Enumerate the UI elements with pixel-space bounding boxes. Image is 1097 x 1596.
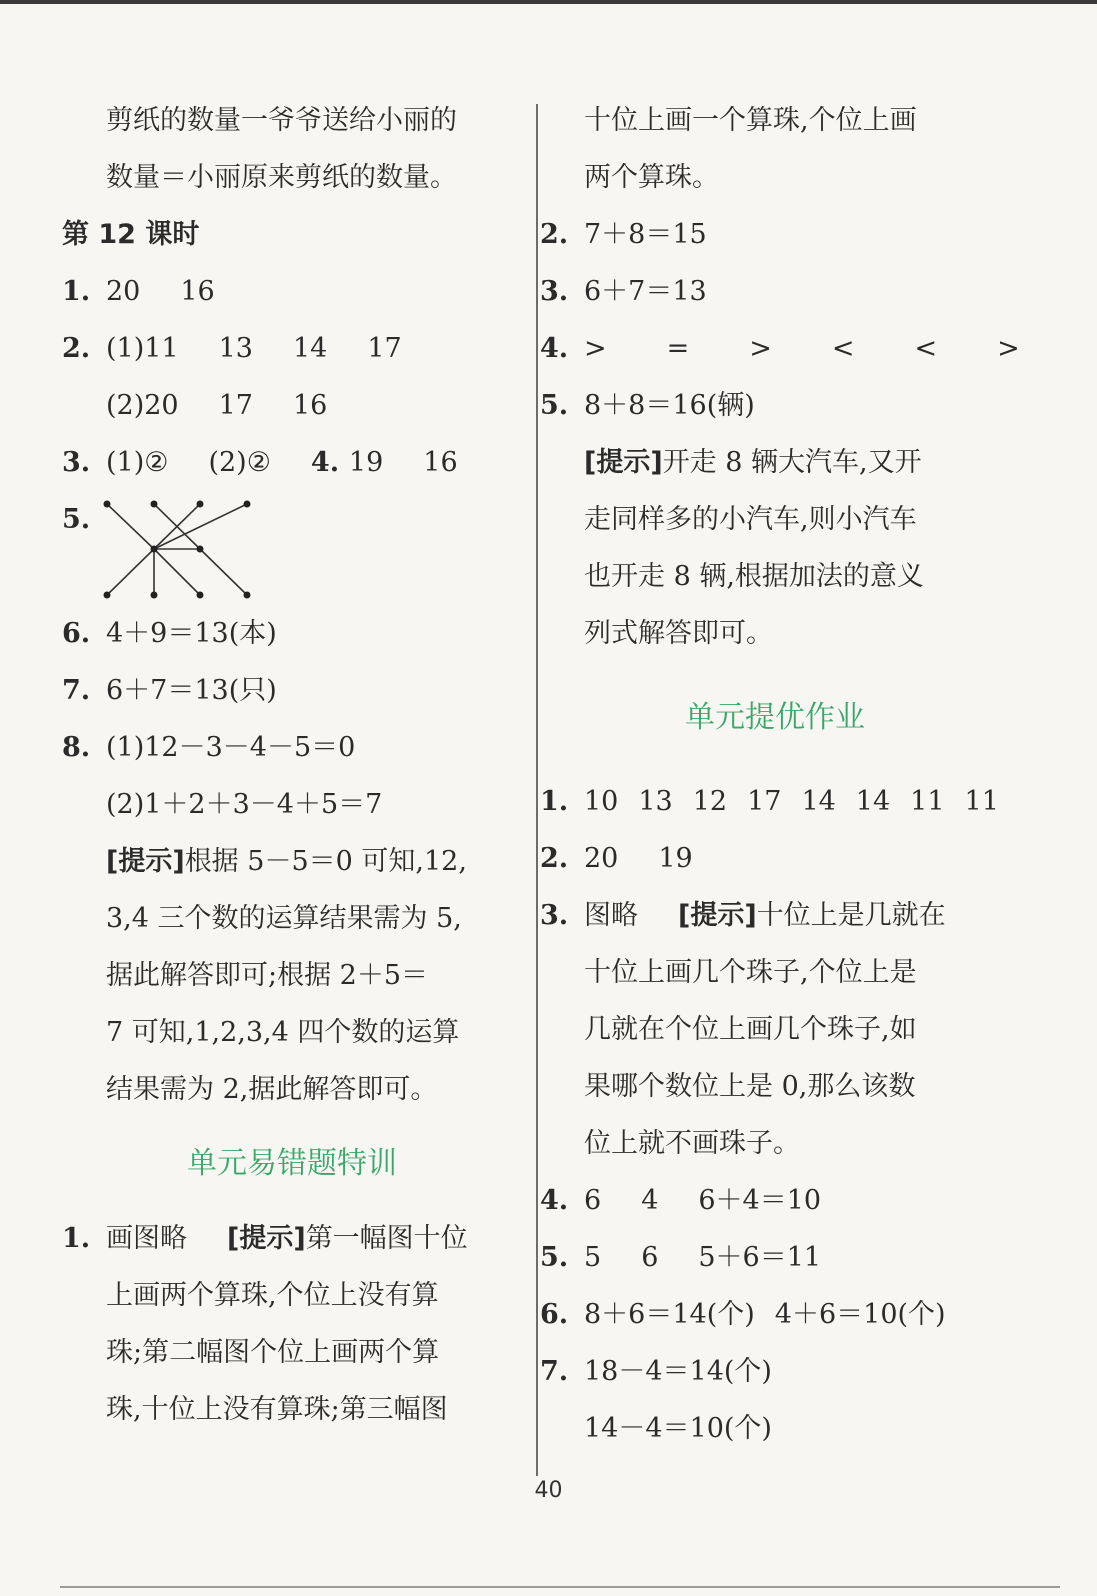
hint-text: 十位上是几就在 xyxy=(756,900,946,931)
error-question-3 xyxy=(540,263,1010,320)
question-number: 5. xyxy=(540,1242,569,1273)
answer: 20 xyxy=(106,276,141,307)
dot xyxy=(244,501,251,508)
right-column xyxy=(540,92,1020,1457)
answer: 8＋8＝16(辆) xyxy=(584,390,755,421)
match-line xyxy=(154,549,200,595)
unit-question-5 xyxy=(540,1229,1010,1286)
answer: 7＋8＝15 xyxy=(584,219,707,250)
question-number: 6. xyxy=(540,1299,569,1330)
hint-text: 开走 8 辆大汽车,又开 xyxy=(662,447,922,478)
hint-text: 也开走 8 辆,根据加法的意义 xyxy=(584,561,924,592)
hint-text: 据此解答即可;根据 2＋5＝ xyxy=(106,960,429,991)
unit-question-7 xyxy=(540,1343,1010,1400)
answer: 5＋6＝11 xyxy=(698,1242,822,1273)
dot xyxy=(197,592,204,599)
question-number: 1. xyxy=(540,786,569,817)
dot xyxy=(197,501,204,508)
question-6 xyxy=(62,605,522,662)
hint-text: 几就在个位上画几个珠子,如 xyxy=(584,1014,917,1045)
question-number: 3. xyxy=(62,447,91,478)
question-number: 8. xyxy=(62,732,91,763)
question-number: 2. xyxy=(62,333,91,364)
answer: (2)② xyxy=(208,447,271,478)
answer: 19 xyxy=(348,447,384,478)
answer: 12 xyxy=(692,786,728,817)
error-question-5 xyxy=(540,377,1010,434)
answer: 13 xyxy=(218,333,253,364)
answer: < xyxy=(914,333,938,364)
continued-text: 数量＝小丽原来剪纸的数量。 xyxy=(106,162,457,193)
dot xyxy=(244,592,251,599)
answer: 6 xyxy=(584,1185,602,1216)
hint-text: 3,4 三个数的运算结果需为 5, xyxy=(106,903,462,934)
question-number: 5. xyxy=(540,390,569,421)
question-number: 4. xyxy=(540,1185,569,1216)
match-line xyxy=(200,549,247,595)
column-divider xyxy=(536,104,538,1476)
answer: 画图略 xyxy=(106,1223,187,1254)
hint-text: 上画两个算珠,个位上没有算 xyxy=(106,1280,439,1311)
question-number: 2. xyxy=(540,219,569,250)
hint-text: 珠,十位上没有算珠;第三幅图 xyxy=(106,1394,448,1425)
answer: 4＋9＝13(本) xyxy=(106,618,277,649)
hint-label: [提示] xyxy=(678,900,757,931)
answer: 6＋4＝10 xyxy=(698,1185,822,1216)
hint-text: 位上就不画珠子。 xyxy=(584,1128,800,1159)
hint-text: 走同样多的小汽车,则小汽车 xyxy=(584,504,917,535)
answer: = xyxy=(666,333,690,364)
answer: 17 xyxy=(218,390,253,421)
answer: 17 xyxy=(367,333,402,364)
error-question-1 xyxy=(62,1210,522,1267)
question-number: 7. xyxy=(62,675,91,706)
hint-text: 根据 5－5＝0 可知,12, xyxy=(184,846,467,877)
error-question-2 xyxy=(540,206,1010,263)
answer: 14－4＝10(个) xyxy=(584,1413,772,1444)
answer: > xyxy=(997,333,1020,364)
unit-question-6 xyxy=(540,1286,1010,1343)
error-question-4 xyxy=(540,320,1020,377)
page-number: 40 xyxy=(534,1478,563,1503)
question-5 xyxy=(62,491,522,605)
hint-label: [提示] xyxy=(584,447,663,478)
question-number: 4. xyxy=(540,333,569,364)
question-7 xyxy=(62,662,522,719)
match-line xyxy=(107,549,154,595)
answer: 16 xyxy=(180,276,215,307)
continued-text: 剪纸的数量一爷爷送给小丽的 xyxy=(106,105,457,136)
bottom-rule xyxy=(60,1586,1060,1588)
answer: (1)② xyxy=(106,447,169,478)
top-rule xyxy=(0,0,1097,4)
question-number: 7. xyxy=(540,1356,569,1387)
answer: 8＋6＝14(个) xyxy=(584,1299,755,1330)
answer: 18－4＝14(个) xyxy=(584,1356,772,1387)
question-number: 1. xyxy=(62,1223,91,1254)
question-2 xyxy=(62,320,522,377)
continued-text: 十位上画一个算珠,个位上画 xyxy=(584,105,917,136)
dot xyxy=(151,501,158,508)
question-number: 3. xyxy=(540,276,569,307)
question-number: 4. xyxy=(310,447,340,478)
answer: (2)1＋2＋3－4＋5＝7 xyxy=(106,789,383,820)
unit-question-2 xyxy=(540,830,1010,887)
question-number: 1. xyxy=(62,276,91,307)
answer: (1)12－3－4－5＝0 xyxy=(106,732,356,763)
dot xyxy=(104,501,111,508)
hint-label: [提示] xyxy=(106,846,185,877)
question-1 xyxy=(62,263,522,320)
hint-text: 十位上画几个珠子,个位上是 xyxy=(584,957,917,988)
answer: 17 xyxy=(747,786,782,817)
question-2-line-2 xyxy=(62,377,522,434)
hint-text: 结果需为 2,据此解答即可。 xyxy=(106,1074,438,1105)
hint-text: 7 可知,1,2,3,4 四个数的运算 xyxy=(106,1017,460,1048)
answer: 4 xyxy=(641,1185,659,1216)
answer: 20 xyxy=(584,843,619,874)
question-number: 6. xyxy=(62,618,91,649)
matching-diagram xyxy=(102,499,252,599)
question-number: 5. xyxy=(62,504,91,535)
answer: 16 xyxy=(423,447,458,478)
answer: (2)20 xyxy=(106,390,179,421)
match-line xyxy=(107,504,154,549)
answer: 11 xyxy=(910,786,945,817)
unit-question-3 xyxy=(540,887,1010,944)
answer: 5 xyxy=(584,1242,602,1273)
answer: 6＋7＝13 xyxy=(584,276,707,307)
hint-text: 列式解答即可。 xyxy=(584,618,773,649)
answer: 图略 xyxy=(584,900,638,931)
hint-line xyxy=(540,434,1010,491)
hint-label: [提示] xyxy=(227,1223,306,1254)
answer: 6 xyxy=(641,1242,659,1273)
left-column xyxy=(62,92,522,1438)
answer: 16 xyxy=(292,390,328,421)
answer: 19 xyxy=(658,843,693,874)
dot xyxy=(151,592,158,599)
answer: (1)11 xyxy=(106,333,179,364)
question-number: 2. xyxy=(540,843,569,874)
continued-text: 两个算珠。 xyxy=(584,162,719,193)
question-8 xyxy=(62,719,522,776)
dot xyxy=(151,546,158,553)
answer: < xyxy=(831,333,855,364)
dot xyxy=(104,592,111,599)
section-title: 单元易错题特训 xyxy=(187,1146,397,1181)
question-number: 3. xyxy=(540,900,569,931)
hint-line xyxy=(62,833,522,890)
answer: > xyxy=(584,333,607,364)
unit-question-1 xyxy=(540,773,1010,830)
hint-text: 珠;第二幅图个位上画两个算 xyxy=(106,1337,440,1368)
answer: 13 xyxy=(638,786,673,817)
answer: 10 xyxy=(584,786,619,817)
question-3-4 xyxy=(62,434,522,491)
hint-text: 果哪个数位上是 0,那么该数 xyxy=(584,1071,916,1102)
answer: 14 xyxy=(801,786,836,817)
answer: 11 xyxy=(964,786,999,817)
hint-text: 第一幅图十位 xyxy=(305,1223,468,1254)
answer: 14 xyxy=(855,786,891,817)
answer: 6＋7＝13(只) xyxy=(106,675,277,706)
answer: > xyxy=(749,333,772,364)
unit-question-4 xyxy=(540,1172,1010,1229)
match-line xyxy=(154,504,247,549)
lesson-title: 第 12 课时 xyxy=(62,219,200,250)
answer: 4＋6＝10(个) xyxy=(774,1299,946,1330)
answer: 14 xyxy=(292,333,328,364)
section-title: 单元提优作业 xyxy=(685,700,865,735)
dot xyxy=(197,546,204,553)
